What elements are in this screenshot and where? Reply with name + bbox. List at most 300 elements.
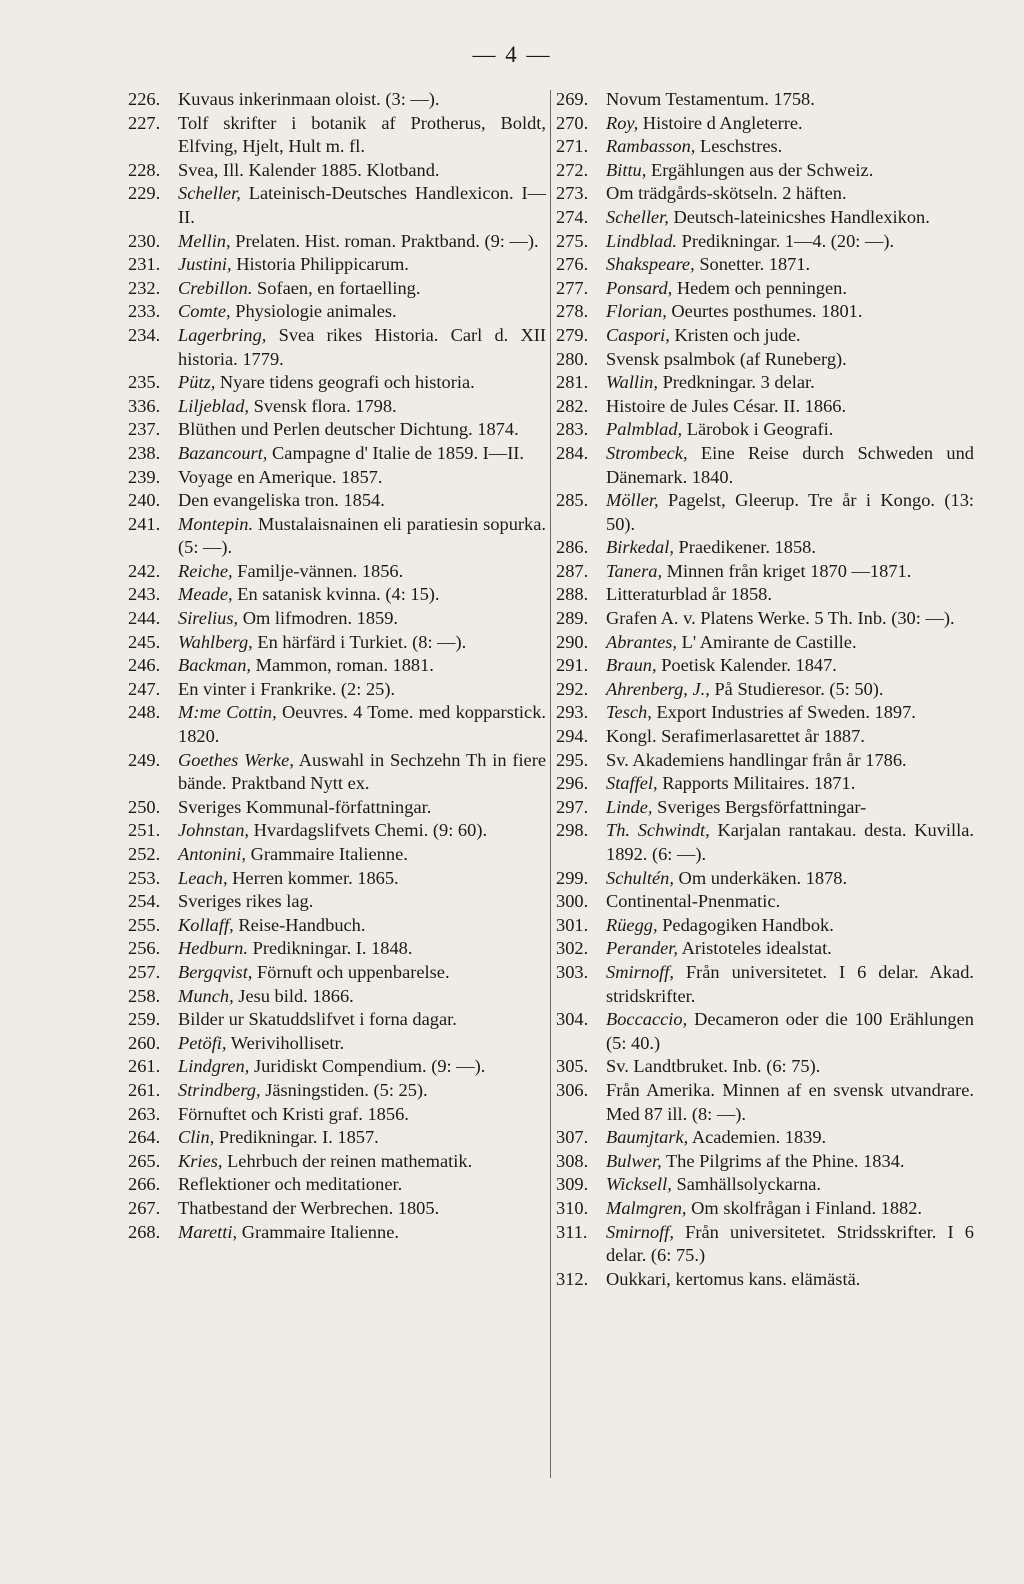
entry-title: Sofaen, en fortaelling. xyxy=(257,277,421,298)
entry-author: Johnstan, xyxy=(178,820,250,841)
entry-title: Kongl. Serafimerlasarettet år 1887. xyxy=(606,726,865,747)
entry-author: Goethes Werke, xyxy=(178,749,294,770)
entry-text xyxy=(606,890,974,914)
entry-title: Sveriges Kommunal-författningar. xyxy=(178,796,432,817)
catalog-entry xyxy=(128,371,546,395)
entry-author: Montepin. xyxy=(178,513,254,534)
entry-title: Werivihollisetr. xyxy=(230,1032,345,1053)
entry-title: Grammaire Italienne. xyxy=(241,1221,399,1242)
entry-title: Grafen A. v. Platens Werke. 5 Th. Inb. (30: —). xyxy=(606,608,955,629)
entry-title: Rapports Militaires. 1871. xyxy=(662,773,856,794)
catalog-entry xyxy=(128,489,546,513)
entry-text xyxy=(606,277,974,301)
entry-number: 249. xyxy=(128,749,161,770)
catalog-entry xyxy=(556,1173,974,1197)
entry-number: 266. xyxy=(128,1174,161,1195)
entry-author: Smirnoff, xyxy=(606,961,674,982)
entry-title: Tolf skrifter i botanik af Protherus, Boldt, Elfving, Hjelt, Hult m. fl. xyxy=(178,112,546,157)
entry-text xyxy=(606,159,974,183)
entry-number: 271. xyxy=(556,136,589,157)
entry-author: Malmgren, xyxy=(606,1197,687,1218)
entry-title: Juridiskt Compendium. (9: —). xyxy=(253,1056,486,1077)
entry-text xyxy=(606,725,974,749)
entry-author: Bittu, xyxy=(606,159,647,180)
entry-text xyxy=(606,701,974,725)
entry-author: Ahrenberg, J., xyxy=(606,678,710,699)
entry-author: Th. Schwindt, xyxy=(606,820,710,841)
entry-number: 274. xyxy=(556,206,589,227)
entry-title: Pagelst, Gleerup. Tre år i Kongo. (13: 50). xyxy=(606,490,974,534)
entry-title: Lärobok i Geografi. xyxy=(686,419,834,440)
entry-number: 298. xyxy=(556,820,589,841)
entry-number: 231. xyxy=(128,254,161,275)
entry-text xyxy=(606,961,974,1008)
catalog-entry xyxy=(556,489,974,536)
entry-text xyxy=(606,135,974,159)
catalog-entry xyxy=(128,1173,546,1197)
catalog-entry xyxy=(128,819,546,843)
entry-text xyxy=(178,890,546,914)
entry-author: Wallin, xyxy=(606,372,658,393)
entry-text xyxy=(606,230,974,254)
entry-text xyxy=(606,324,974,348)
entry-number: 255. xyxy=(128,914,161,935)
entry-number: 257. xyxy=(128,961,161,982)
entry-author: Hedburn. xyxy=(178,938,248,959)
catalog-entry xyxy=(556,654,974,678)
entry-title: Sveriges rikes lag. xyxy=(178,891,314,912)
entry-author: Shakspeare, xyxy=(606,254,695,275)
entry-number: 243. xyxy=(128,584,161,605)
entry-author: Roy, xyxy=(606,112,639,133)
entry-number: 251. xyxy=(128,820,161,841)
entry-title: Sv. Landtbruket. Inb. (6: 75). xyxy=(606,1056,821,1077)
entry-number: 306. xyxy=(556,1079,589,1100)
catalog-entry xyxy=(556,701,974,725)
entry-number: 256. xyxy=(128,938,161,959)
entry-text xyxy=(606,772,974,796)
entry-number: 303. xyxy=(556,961,589,982)
catalog-entry xyxy=(556,277,974,301)
column-divider xyxy=(550,90,551,1478)
entry-author: Tesch, xyxy=(606,702,652,723)
entry-author: Bulwer, xyxy=(606,1150,662,1171)
entry-title: Eine Reise durch Schweden und Dänemark. 1840. xyxy=(606,442,974,487)
entry-author: Petöfi, xyxy=(178,1032,227,1053)
entry-number: 273. xyxy=(556,183,589,204)
entry-title: Auswahl in Sechzehn Th in fiere bände. Praktband Nytt ex. xyxy=(178,749,547,794)
entry-text xyxy=(178,1150,546,1174)
entry-number: 312. xyxy=(556,1268,589,1289)
catalog-entry xyxy=(556,867,974,891)
catalog-entry xyxy=(128,159,546,183)
entry-text xyxy=(606,867,974,891)
catalog-entry xyxy=(128,843,546,867)
entry-number: 307. xyxy=(556,1127,589,1148)
entry-text xyxy=(606,88,974,112)
entry-number: 309. xyxy=(556,1174,589,1195)
entry-number: 284. xyxy=(556,442,589,463)
entry-number: 289. xyxy=(556,608,589,629)
entry-number: 280. xyxy=(556,348,589,369)
entry-title: Reise-Handbuch. xyxy=(238,914,366,935)
catalog-entry xyxy=(556,395,974,419)
entry-title: Histoire de Jules César. II. 1866. xyxy=(606,395,847,416)
entry-number: 299. xyxy=(556,867,589,888)
catalog-entry xyxy=(128,395,546,419)
catalog-entry xyxy=(556,678,974,702)
entry-author: M:me Cottin, xyxy=(178,702,277,723)
entry-text xyxy=(178,324,546,371)
catalog-entry xyxy=(128,1055,546,1079)
entry-number: 267. xyxy=(128,1197,161,1218)
entry-author: Kollaff, xyxy=(178,914,234,935)
entry-number: 233. xyxy=(128,301,161,322)
catalog-entry xyxy=(128,654,546,678)
entry-author: Staffel, xyxy=(606,773,658,794)
entry-text xyxy=(178,395,546,419)
entry-title: Jesu bild. 1866. xyxy=(238,985,354,1006)
entry-author: Meade, xyxy=(178,584,233,605)
entry-author: Comte, xyxy=(178,301,231,322)
catalog-entry xyxy=(128,253,546,277)
entry-title: Voyage en Amerique. 1857. xyxy=(178,466,383,487)
catalog-entry xyxy=(128,277,546,301)
entry-number: 270. xyxy=(556,112,589,133)
entry-number: 281. xyxy=(556,372,589,393)
entry-text xyxy=(606,678,974,702)
entry-author: Lindblad. xyxy=(606,230,678,251)
entry-number: 246. xyxy=(128,655,161,676)
entry-title: Nyare tidens geografi och historia. xyxy=(219,372,475,393)
entry-number: 227. xyxy=(128,112,161,133)
entry-author: Scheller, xyxy=(606,206,669,227)
entry-number: 245. xyxy=(128,631,161,652)
entry-text xyxy=(606,1079,974,1126)
entry-title: Continental-Pnenmatic. xyxy=(606,891,781,912)
entry-number: 279. xyxy=(556,324,589,345)
entry-text xyxy=(606,1008,974,1055)
catalog-entry xyxy=(128,583,546,607)
entry-author: Boccaccio, xyxy=(606,1009,688,1030)
entry-title: Leschstres. xyxy=(700,136,783,157)
entry-text xyxy=(606,536,974,560)
entry-text xyxy=(606,796,974,820)
entry-number: 234. xyxy=(128,324,161,345)
catalog-entry xyxy=(556,300,974,324)
entry-number: 226. xyxy=(128,89,161,109)
entry-number: 277. xyxy=(556,277,589,298)
entry-number: 247. xyxy=(128,678,161,699)
catalog-entry xyxy=(128,1079,546,1103)
catalog-entry xyxy=(556,890,974,914)
entry-number: 308. xyxy=(556,1150,589,1171)
entry-text xyxy=(606,489,974,536)
entry-text xyxy=(178,371,546,395)
entry-text xyxy=(178,1079,546,1103)
catalog-entry xyxy=(556,1150,974,1174)
entry-title: Praedikener. 1858. xyxy=(678,537,816,558)
entry-title: Aristoteles idealstat. xyxy=(681,938,832,959)
entry-number: 295. xyxy=(556,749,589,770)
catalog-entry xyxy=(128,112,546,159)
catalog-entry xyxy=(128,890,546,914)
entry-author: Smirnoff, xyxy=(606,1221,674,1242)
entry-title: Physiologie animales. xyxy=(235,301,397,322)
entry-text xyxy=(606,1055,974,1079)
entry-number: 310. xyxy=(556,1197,589,1218)
entry-author: Bazancourt, xyxy=(178,442,268,463)
entry-author: Backman, xyxy=(178,655,252,676)
entry-text xyxy=(178,631,546,655)
entry-number: 311. xyxy=(556,1221,588,1242)
catalog-entry xyxy=(556,914,974,938)
entry-title: Oeurtes posthumes. 1801. xyxy=(671,301,863,322)
entry-number: 263. xyxy=(128,1103,161,1124)
entry-text xyxy=(178,182,546,229)
entry-author: Leach, xyxy=(178,867,228,888)
entry-text xyxy=(178,442,546,466)
entry-number: 248. xyxy=(128,702,161,723)
entry-title: Blüthen und Perlen deutscher Dichtung. 1874. xyxy=(178,419,519,440)
catalog-entry xyxy=(556,253,974,277)
entry-author: Abrantes, xyxy=(606,631,678,652)
entry-title: Ergählungen aus der Schweiz. xyxy=(650,159,874,180)
entry-text xyxy=(606,937,974,961)
entry-text xyxy=(178,1103,546,1127)
entry-number: 232. xyxy=(128,277,161,298)
entry-title: Lateinisch-Deutsches Handlexicon. I—II. xyxy=(178,183,546,227)
entry-title: Om skolfrågan i Finland. 1882. xyxy=(691,1197,923,1218)
entry-author: Wicksell, xyxy=(606,1174,672,1195)
entry-title: Familje-vännen. 1856. xyxy=(237,560,404,581)
entry-title: Histoire d Angleterre. xyxy=(642,112,803,133)
entry-title: Poetisk Kalender. 1847. xyxy=(661,655,837,676)
entry-title: Predkningar. 3 delar. xyxy=(662,372,815,393)
catalog-entry xyxy=(128,1221,546,1245)
catalog-entry xyxy=(128,1103,546,1127)
entry-text xyxy=(178,1126,546,1150)
entry-title: Hvardagslifvets Chemi. (9: 60). xyxy=(253,820,488,841)
entry-title: Svea rikes Historia. Carl d. XII historia. 1779. xyxy=(178,324,546,369)
entry-number: 278. xyxy=(556,301,589,322)
catalog-entry xyxy=(128,867,546,891)
entry-number: 296. xyxy=(556,773,589,794)
entry-title: Den evangeliska tron. 1854. xyxy=(178,490,385,511)
entry-author: Reiche, xyxy=(178,560,233,581)
entry-title: Lehrbuch der reinen mathematik. xyxy=(227,1150,473,1171)
entry-text xyxy=(606,253,974,277)
entry-text xyxy=(606,819,974,866)
catalog-entry xyxy=(556,159,974,183)
entry-author: Mellin, xyxy=(178,230,231,251)
entry-number: 242. xyxy=(128,560,161,581)
entry-author: Tanera, xyxy=(606,560,663,581)
entry-author: Pütz, xyxy=(178,372,216,393)
entry-text xyxy=(606,371,974,395)
entry-author: Möller, xyxy=(606,490,659,511)
catalog-entry xyxy=(128,1150,546,1174)
catalog-entry xyxy=(556,749,974,773)
entry-text xyxy=(606,442,974,489)
catalog-entry xyxy=(556,772,974,796)
catalog-entry xyxy=(556,88,974,112)
entry-author: Lindgren, xyxy=(178,1056,250,1077)
entry-text xyxy=(606,607,974,631)
catalog-entry xyxy=(128,607,546,631)
entry-title: Mustalaisnainen eli paratiesin sopurka. (5: —). xyxy=(178,513,546,558)
entry-text xyxy=(606,654,974,678)
catalog-entry xyxy=(556,206,974,230)
entry-number: 253. xyxy=(128,867,161,888)
entry-title: Sonetter. 1871. xyxy=(699,254,811,275)
entry-text xyxy=(178,583,546,607)
entry-title: Mammon, roman. 1881. xyxy=(255,655,434,676)
entry-number: 305. xyxy=(556,1056,589,1077)
entry-author: Lagerbring, xyxy=(178,324,267,345)
entry-title: Oukkari, kertomus kans. elämästä. xyxy=(606,1268,861,1289)
entry-title: På Studieresor. (5: 50). xyxy=(714,678,884,699)
catalog-entry xyxy=(556,607,974,631)
entry-author: Linde, xyxy=(606,796,653,817)
entry-author: Ponsard, xyxy=(606,277,673,298)
entry-number: 228. xyxy=(128,159,161,180)
entry-text xyxy=(606,631,974,655)
entry-author: Crebillon. xyxy=(178,277,253,298)
entry-text xyxy=(178,961,546,985)
catalog-entry xyxy=(556,371,974,395)
entry-text xyxy=(178,819,546,843)
entry-text xyxy=(606,206,974,230)
catalog-entry xyxy=(128,513,546,560)
entry-author: Strombeck, xyxy=(606,442,688,463)
entry-number: 235. xyxy=(128,372,161,393)
entry-title: Sv. Akademiens handlingar från år 1786. xyxy=(606,749,907,770)
entry-text xyxy=(178,489,546,513)
entry-number: 304. xyxy=(556,1009,589,1030)
entry-title: Om lifmodren. 1859. xyxy=(242,608,399,629)
entry-number: 292. xyxy=(556,678,589,699)
entry-number: 297. xyxy=(556,796,589,817)
entry-title: Export Industries af Sweden. 1897. xyxy=(656,702,916,723)
catalog-entry xyxy=(556,230,974,254)
catalog-entry xyxy=(128,418,546,442)
entry-text xyxy=(178,1197,546,1221)
entry-title: En vinter i Frankrike. (2: 25). xyxy=(178,678,396,699)
catalog-entry xyxy=(556,1197,974,1221)
catalog-entry xyxy=(128,1126,546,1150)
entry-text xyxy=(178,985,546,1009)
catalog-entry xyxy=(556,536,974,560)
catalog-entry xyxy=(556,442,974,489)
entry-author: Antonini, xyxy=(178,844,246,864)
entry-number: 254. xyxy=(128,891,161,912)
entry-author: Caspori, xyxy=(606,324,670,345)
catalog-entry xyxy=(128,560,546,584)
entry-number: 259. xyxy=(128,1009,161,1030)
entry-title: Från universitetet. Stridsskrifter. I 6 delar. (6: 75.) xyxy=(606,1221,974,1266)
entry-title: Svea, Ill. Kalender 1885. Klotband. xyxy=(178,159,440,180)
catalog-entry xyxy=(128,937,546,961)
entry-title: Historia Philippicarum. xyxy=(236,254,409,275)
catalog-entry xyxy=(128,1197,546,1221)
entry-number: 237. xyxy=(128,419,161,440)
right-column xyxy=(556,88,974,1291)
entry-title: Herren kommer. 1865. xyxy=(232,867,399,888)
entry-author: Florian, xyxy=(606,301,667,322)
entry-author: Sirelius, xyxy=(178,608,239,629)
entry-number: 269. xyxy=(556,89,589,109)
entry-number: 258. xyxy=(128,985,161,1006)
entry-title: Campagne d' Italie de 1859. I—II. xyxy=(272,442,525,463)
entry-author: Clin, xyxy=(178,1127,215,1148)
catalog-entry xyxy=(128,300,546,324)
entry-title: Grammaire Italienne. xyxy=(250,844,408,864)
entry-title: Novum Testamentum. 1758. xyxy=(606,89,815,109)
page-number: — 4 — xyxy=(472,42,552,67)
entry-author: Kries, xyxy=(178,1150,223,1171)
catalog-entry xyxy=(128,1032,546,1056)
catalog-entry xyxy=(128,678,546,702)
catalog-entry xyxy=(556,937,974,961)
catalog-entry xyxy=(556,1268,974,1292)
entry-title: Deutsch-lateinicshes Handlexikon. xyxy=(673,206,930,227)
entry-text xyxy=(178,418,546,442)
catalog-entry xyxy=(128,961,546,985)
entry-text xyxy=(606,583,974,607)
entry-text xyxy=(606,395,974,419)
catalog-entry xyxy=(556,1055,974,1079)
entry-text xyxy=(178,843,546,867)
entry-text xyxy=(178,1055,546,1079)
entry-number: 261. xyxy=(128,1056,161,1077)
entry-text xyxy=(178,1173,546,1197)
entry-text xyxy=(178,230,546,254)
catalog-entry xyxy=(556,182,974,206)
entry-text xyxy=(606,418,974,442)
catalog-entry xyxy=(128,1008,546,1032)
entry-author: Rüegg, xyxy=(606,914,658,935)
entry-title: Oeuvres. 4 Tome. med kopparstick. 1820. xyxy=(178,702,546,747)
entry-number: 252. xyxy=(128,844,161,864)
catalog-entry xyxy=(556,1008,974,1055)
catalog-entry xyxy=(128,230,546,254)
entry-number: 290. xyxy=(556,631,589,652)
catalog-entry xyxy=(556,583,974,607)
catalog-entry xyxy=(128,796,546,820)
entry-text xyxy=(178,607,546,631)
entry-title: L' Amirante de Castille. xyxy=(681,631,857,652)
entry-author: Palmblad, xyxy=(606,419,683,440)
catalog-entry xyxy=(556,112,974,136)
entry-title: Från universitetet. I 6 delar. Akad. stridskrifter. xyxy=(606,961,974,1006)
entry-title: Från Amerika. Minnen af en svensk utvandrare. Med 87 ill. (8: —). xyxy=(606,1079,974,1124)
entry-title: Svensk flora. 1798. xyxy=(253,395,397,416)
entry-text xyxy=(606,1126,974,1150)
entry-author: Maretti, xyxy=(178,1221,238,1242)
entry-title: Minnen från kriget 1870 —1871. xyxy=(666,560,912,581)
catalog-entry xyxy=(556,961,974,1008)
entry-text xyxy=(178,937,546,961)
catalog-entry xyxy=(128,631,546,655)
entry-text xyxy=(606,914,974,938)
entry-title: Predikningar. I. 1857. xyxy=(218,1127,379,1148)
entry-text xyxy=(178,678,546,702)
entry-text xyxy=(178,112,546,159)
entry-title: Bilder ur Skatuddslifvet i forna dagar. xyxy=(178,1009,457,1030)
entry-title: The Pilgrims af the Phine. 1834. xyxy=(665,1150,905,1171)
entry-text xyxy=(178,253,546,277)
